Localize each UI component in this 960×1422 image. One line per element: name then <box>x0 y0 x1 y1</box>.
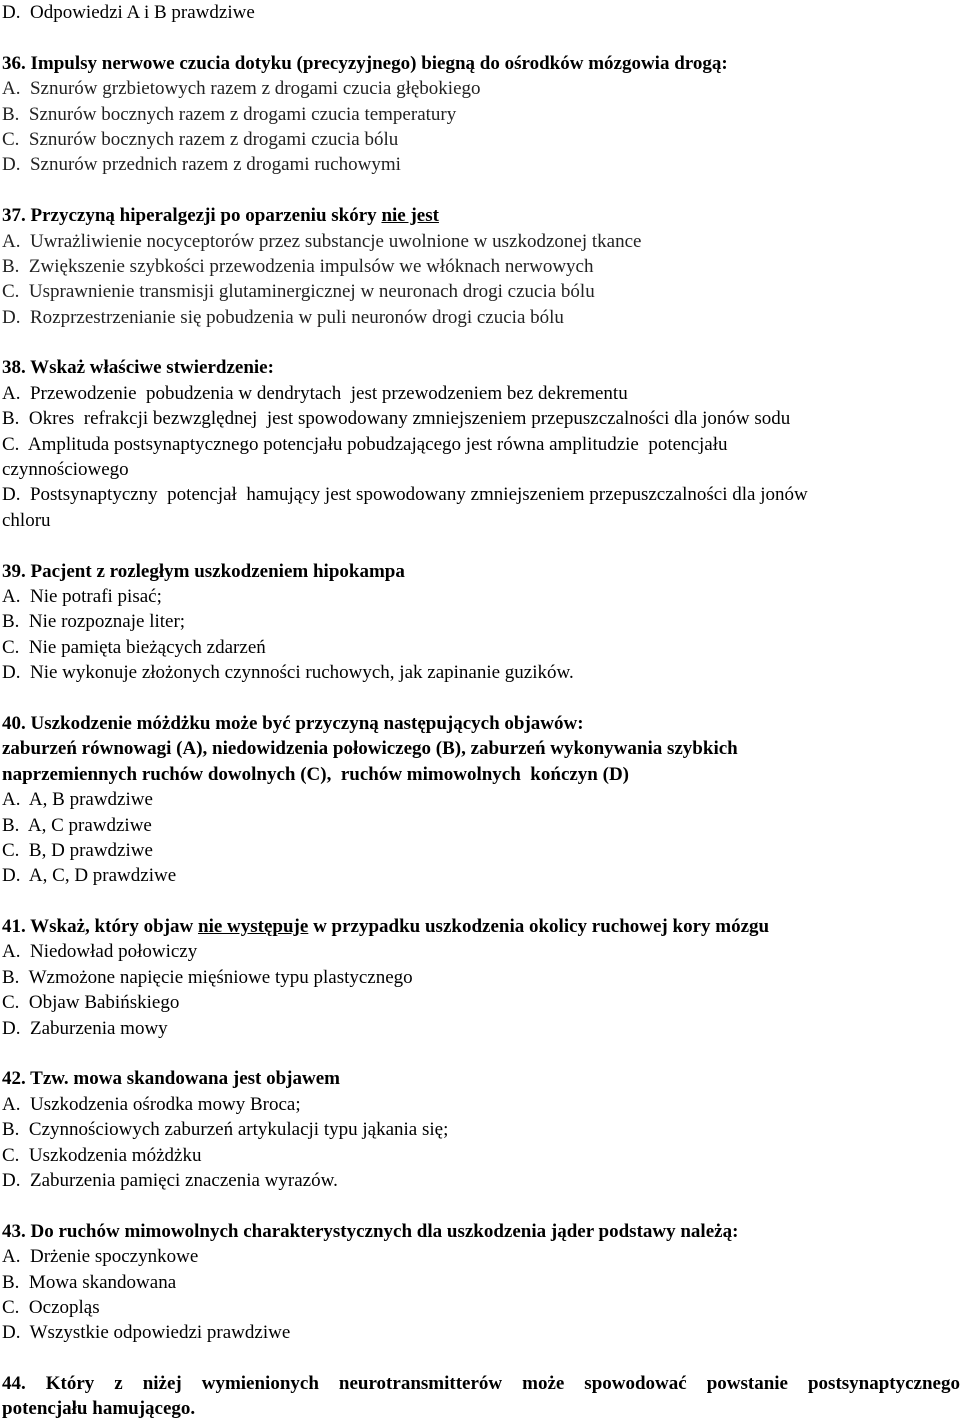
question-42-title: 42. Tzw. mowa skandowana jest objawem <box>2 1068 340 1090</box>
question-37 <box>2 203 960 330</box>
question-37-title-underlined: nie jest <box>381 205 439 227</box>
question-40 <box>2 711 960 889</box>
question-40-title-line-2: zaburzeń równowagi (A), niedowidzenia połowiczego (B), zaburzeń wykonywania szybkich <box>2 738 738 760</box>
question-40-option-a: A. A, B prawdziwe <box>2 789 153 811</box>
question-38-option-d: D. Postsynaptyczny potencjał hamujący jest spowodowany zmniejszeniem przepuszczalności dla jonów <box>2 484 808 506</box>
question-41 <box>2 914 960 1041</box>
question-42-option-c: C. Uszkodzenia móżdżku <box>2 1144 202 1166</box>
question-40-title: 40. Uszkodzenie móżdżku może być przyczyną następujących objawów: <box>2 712 584 734</box>
question-41-option-a: A. Niedowład połowiczy <box>2 941 198 963</box>
question-44-title-line-2: potencjału hamującego. <box>2 1398 196 1420</box>
question-36-option-c: C. Sznurów bocznych razem z drogami czucia bólu <box>2 128 399 150</box>
question-43-title: 43. Do ruchów mimowolnych charakterystycznych dla uszkodzenia jąder podstawy należą: <box>2 1220 739 1242</box>
question-39-option-b: B. Nie rozpoznaje liter; <box>2 611 186 633</box>
question-43-option-d: D. Wszystkie odpowiedzi prawdziwe <box>2 1322 291 1344</box>
question-41-option-b: B. Wzmożone napięcie mięśniowe typu plastycznego <box>2 966 413 988</box>
question-38-title: 38. Wskaż właściwe stwierdzenie: <box>2 357 274 379</box>
question-40-title-line-3: naprzemiennych ruchów dowolnych (C), ruchów mimowolnych kończyn (D) <box>2 763 629 785</box>
question-39-option-a: A. Nie potrafi pisać; <box>2 585 162 607</box>
question-42 <box>2 1066 960 1193</box>
question-41-title <box>2 914 960 939</box>
question-38-option-c-continued: czynnościowego <box>2 459 129 481</box>
question-41-title-underlined: nie występuje <box>198 916 309 938</box>
question-36-option-d: D. Sznurów przednich razem z drogami ruchowymi <box>2 154 401 176</box>
question-41-option-c: C. Objaw Babińskiego <box>2 992 180 1014</box>
question-37-option-a: A. Uwrażliwienie nocyceptorów przez substancje uwolnione w uszkodzonej tkance <box>2 230 642 252</box>
question-39-title: 39. Pacjent z rozległym uszkodzeniem hipokampa <box>2 560 405 582</box>
question-38 <box>2 355 960 533</box>
question-36 <box>2 51 960 178</box>
question-40-option-c: C. B, D prawdziwe <box>2 839 153 861</box>
question-43-option-a: A. Drżenie spoczynkowe <box>2 1246 199 1268</box>
question-42-option-d: D. Zaburzenia pamięci znaczenia wyrazów. <box>2 1169 338 1191</box>
question-38-option-b: B. Okres refrakcji bezwzględnej jest spowodowany zmniejszeniem przepuszczalności dla jonów sodu <box>2 408 791 430</box>
question-40-option-b: B. A, C prawdziwe <box>2 814 152 836</box>
question-42-option-a: A. Uszkodzenia ośrodka mowy Broca; <box>2 1093 301 1115</box>
question-39-option-c: C. Nie pamięta bieżących zdarzeń <box>2 636 266 658</box>
question-41-title-text: 41. Wskaż, który objaw <box>2 916 198 938</box>
question-43-option-c: C. Oczopląs <box>2 1296 100 1318</box>
question-36-option-a: A. Sznurów grzbietowych razem z drogami czucia głębokiego <box>2 78 481 100</box>
question-43 <box>2 1219 960 1346</box>
question-38-option-a: A. Przewodzenie pobudzenia w dendrytach jest przewodzeniem bez dekrementu <box>2 382 628 404</box>
question-43-option-b: B. Mowa skandowana <box>2 1271 177 1293</box>
question-41-title-text-end: w przypadku uszkodzenia okolicy ruchowej kory mózgu <box>308 916 770 938</box>
question-37-option-b: B. Zwiększenie szybkości przewodzenia impulsów we włóknach nerwowych <box>2 255 594 277</box>
question-37-title <box>2 203 960 228</box>
question-36-title: 36. Impulsy nerwowe czucia dotyku (precyzyjnego) biegną do ośrodków mózgowia drogą: <box>2 52 728 74</box>
question-37-option-c: C. Usprawnienie transmisji glutaminergicznej w neuronach drogi czucia bólu <box>2 281 595 303</box>
question-37-option-d: D. Rozprzestrzenianie się pobudzenia w puli neuronów drogi czucia bólu <box>2 306 564 328</box>
question-40-option-d: D. A, C, D prawdziwe <box>2 865 177 887</box>
previous-answer-d: D. Odpowiedzi A i B prawdziwe <box>2 2 255 23</box>
question-42-option-b: B. Czynnościowych zaburzeń artykulacji typu jąkania się; <box>2 1119 449 1141</box>
question-39-option-d: D. Nie wykonuje złożonych czynności ruchowych, jak zapinanie guzików. <box>2 662 574 684</box>
question-37-title-text: 37. Przyczyną hiperalgezji po oparzeniu skóry <box>2 205 382 227</box>
question-41-option-d: D. Zaburzenia mowy <box>2 1017 168 1039</box>
question-39 <box>2 559 960 686</box>
question-44-title: 44. Który z niżej wymienionych neurotransmitterów może spowodować powstanie postsynaptycznego <box>2 1373 960 1395</box>
question-44 <box>2 1371 960 1422</box>
question-38-option-c: C. Amplituda postsynaptycznego potencjału pobudzającego jest równa amplitudzie potencjału <box>2 433 728 455</box>
question-36-option-b: B. Sznurów bocznych razem z drogami czucia temperatury <box>2 103 457 125</box>
question-38-option-d-continued: chloru <box>2 509 51 531</box>
